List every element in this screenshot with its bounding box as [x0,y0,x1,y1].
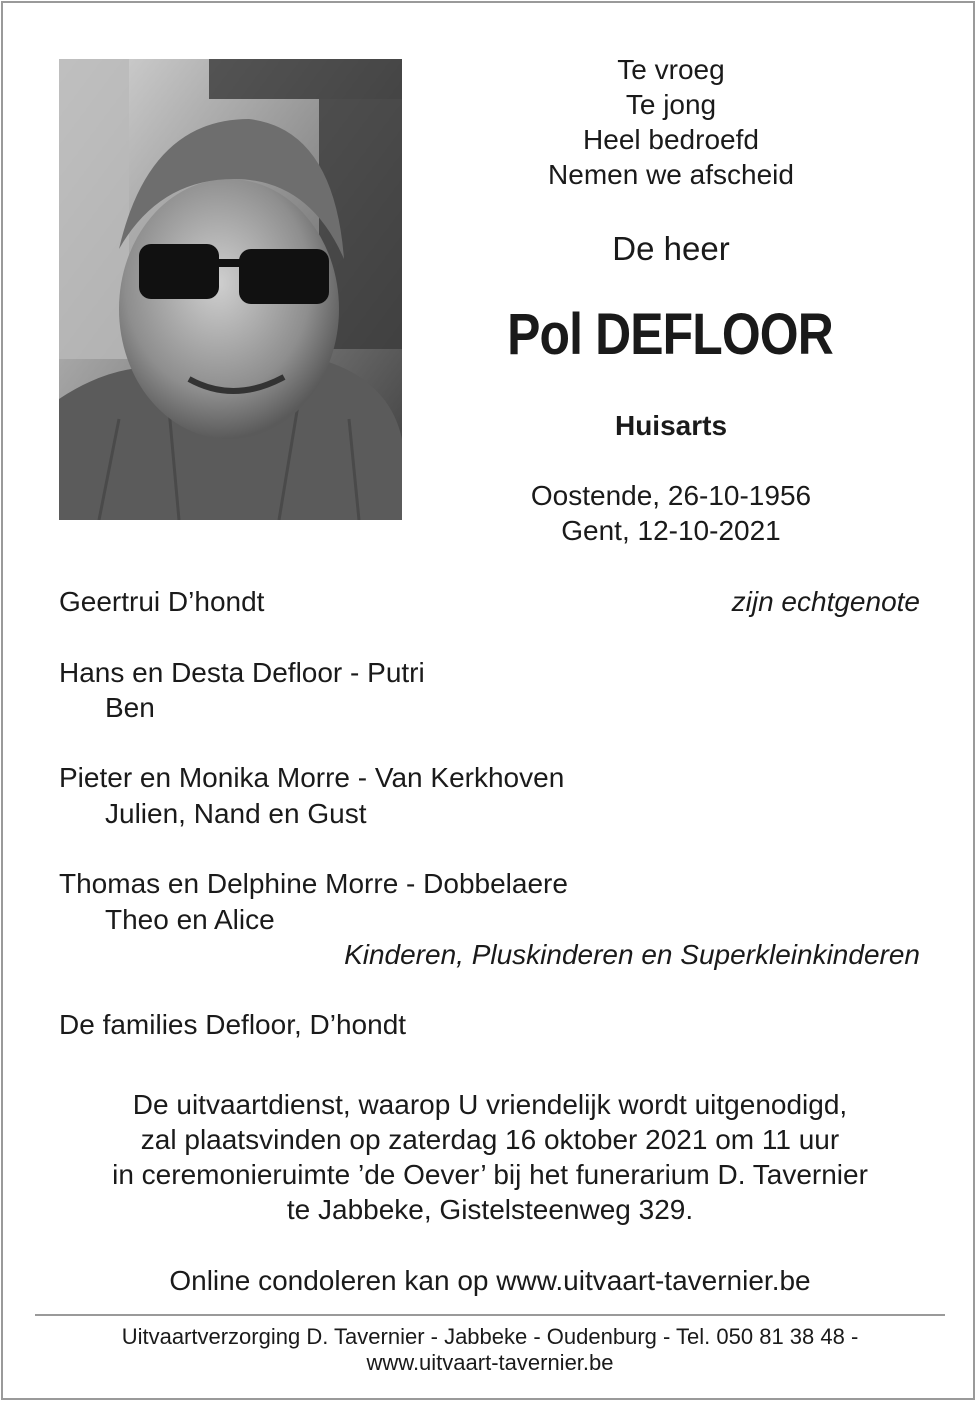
footer [40,1324,940,1376]
grandchildren-3: Theo en Alice [105,904,275,935]
children-role: Kinderen, Pluskinderen en Superkleinkinderen [344,939,920,970]
portrait-photo [59,59,402,520]
service-line: De uitvaartdienst, waarop U vriendelijk wordt uitgenodigd, [132,1089,848,1120]
poem-line: Te jong [625,89,717,120]
child-family-1: Hans en Desta Defloor - Putri [59,657,425,688]
poem-line: Te vroeg [617,54,725,85]
families: De families Defloor, D’hondt [59,1009,407,1040]
service-line: in ceremonieruimte ’de Oever’ bij het funerarium D. Tavernier [112,1159,868,1190]
deceased-name: Pol DEFLOOR [507,302,833,367]
spouse-role: zijn echtgenote [731,586,920,617]
child-family-2: Pieter en Monika Morre - Van Kerkhoven [59,762,565,793]
divider [35,1314,945,1316]
birth-date: Oostende, 26-10-1956 [530,480,812,511]
dates [480,478,862,548]
footer-line: Uitvaartverzorging D. Tavernier - Jabbeke - Oudenburg - Tel. 050 81 38 48 - [121,1324,859,1349]
honorific: De heer [612,230,730,267]
portrait-image [59,59,402,520]
grandchildren-2: Julien, Nand en Gust [105,798,367,829]
poem-line: Nemen we afscheid [548,159,794,190]
service-info [40,1087,940,1227]
online-condolence: Online condoleren kan op www.uitvaart-tavernier.be [169,1265,811,1296]
footer-website: www.uitvaart-tavernier.be [366,1350,614,1375]
spouse-name: Geertrui D’hondt [59,586,265,617]
poem [520,52,822,192]
profession: Huisarts [614,410,728,441]
death-date: Gent, 12-10-2021 [561,515,781,546]
child-family-3: Thomas en Delphine Morre - Dobbelaere [59,868,568,899]
service-line: zal plaatsvinden op zaterdag 16 oktober 2021 om 11 uur [140,1124,840,1155]
grandchildren-1: Ben [105,692,155,723]
poem-line: Heel bedroefd [583,124,759,155]
service-line: te Jabbeke, Gistelsteenweg 329. [286,1194,694,1225]
